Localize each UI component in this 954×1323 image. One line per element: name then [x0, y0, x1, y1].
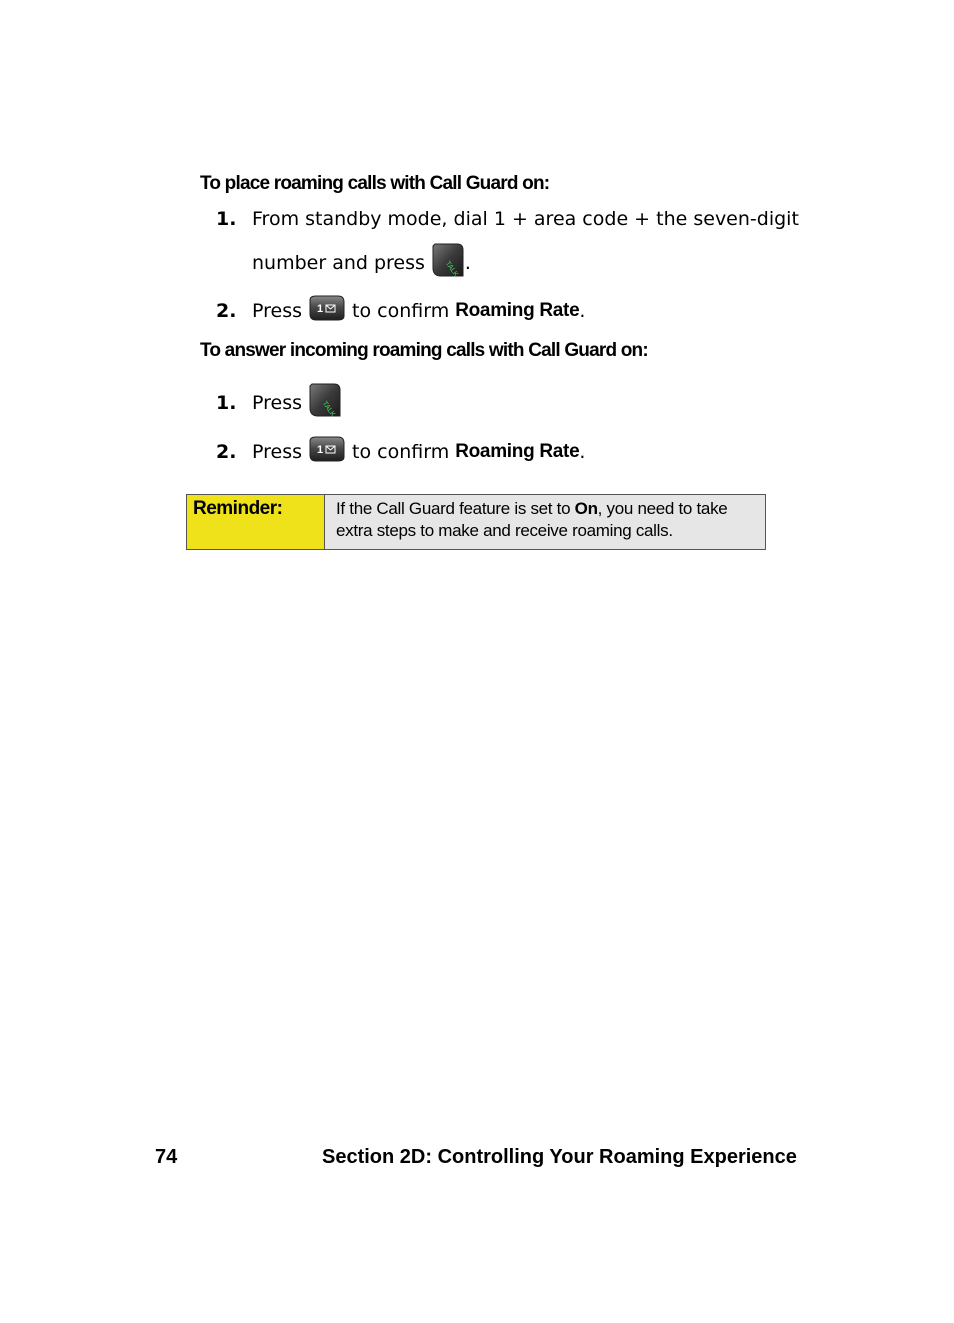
step-text: From standby mode, dial 1 + area code + the seven-digit [252, 208, 799, 230]
talk-key-label: TALK [443, 260, 460, 278]
one-key-label: 1 [317, 444, 324, 456]
answer-step-2 [216, 435, 585, 468]
answer-step-1 [216, 382, 348, 423]
section-title: Section 2D: Controlling Your Roaming Experience [322, 1146, 797, 1168]
step-text-end: . [579, 440, 586, 463]
reminder-label: Reminder: [187, 495, 325, 549]
step-text: number and press [252, 251, 425, 274]
step-number: 1. [216, 391, 237, 414]
one-key-label: 1 [317, 303, 324, 315]
talk-key-label: TALK [320, 400, 337, 418]
step-content [252, 294, 585, 327]
step-content [252, 435, 585, 468]
step-text: to confirm [352, 299, 450, 322]
place-step-1 [216, 208, 799, 230]
step-text: Press [252, 440, 303, 463]
talk-key-icon [308, 382, 342, 423]
step-number: 2. [216, 440, 237, 463]
step-text: Press [252, 299, 303, 322]
step-text: to confirm [352, 440, 450, 463]
step-text-end: . [579, 299, 586, 322]
reminder-text [325, 495, 765, 549]
one-key-icon [308, 435, 346, 468]
place-step-2 [216, 294, 585, 327]
reminder-text-start: If the Call Guard feature is set to [336, 499, 575, 518]
step-text: Press [252, 391, 303, 414]
heading-answer-roaming-calls: To answer incoming roaming calls with Call Guard on: [200, 340, 648, 361]
place-step-1-continued [252, 242, 471, 283]
step-number: 1. [216, 208, 237, 230]
reminder-box [186, 494, 766, 550]
page-number: 74 [155, 1146, 178, 1168]
step-text-end: . [464, 251, 471, 274]
step-number: 2. [216, 299, 237, 322]
step-content [252, 382, 348, 423]
roaming-rate-label: Roaming Rate [455, 299, 580, 321]
talk-key-icon [431, 242, 465, 283]
roaming-rate-label: Roaming Rate [455, 440, 580, 462]
heading-place-roaming-calls: To place roaming calls with Call Guard on: [200, 173, 550, 194]
reminder-text-end: , you need to take extra steps to make and receive roaming calls. [336, 499, 728, 540]
one-key-icon [308, 294, 346, 327]
reminder-on-value: On [574, 499, 598, 518]
